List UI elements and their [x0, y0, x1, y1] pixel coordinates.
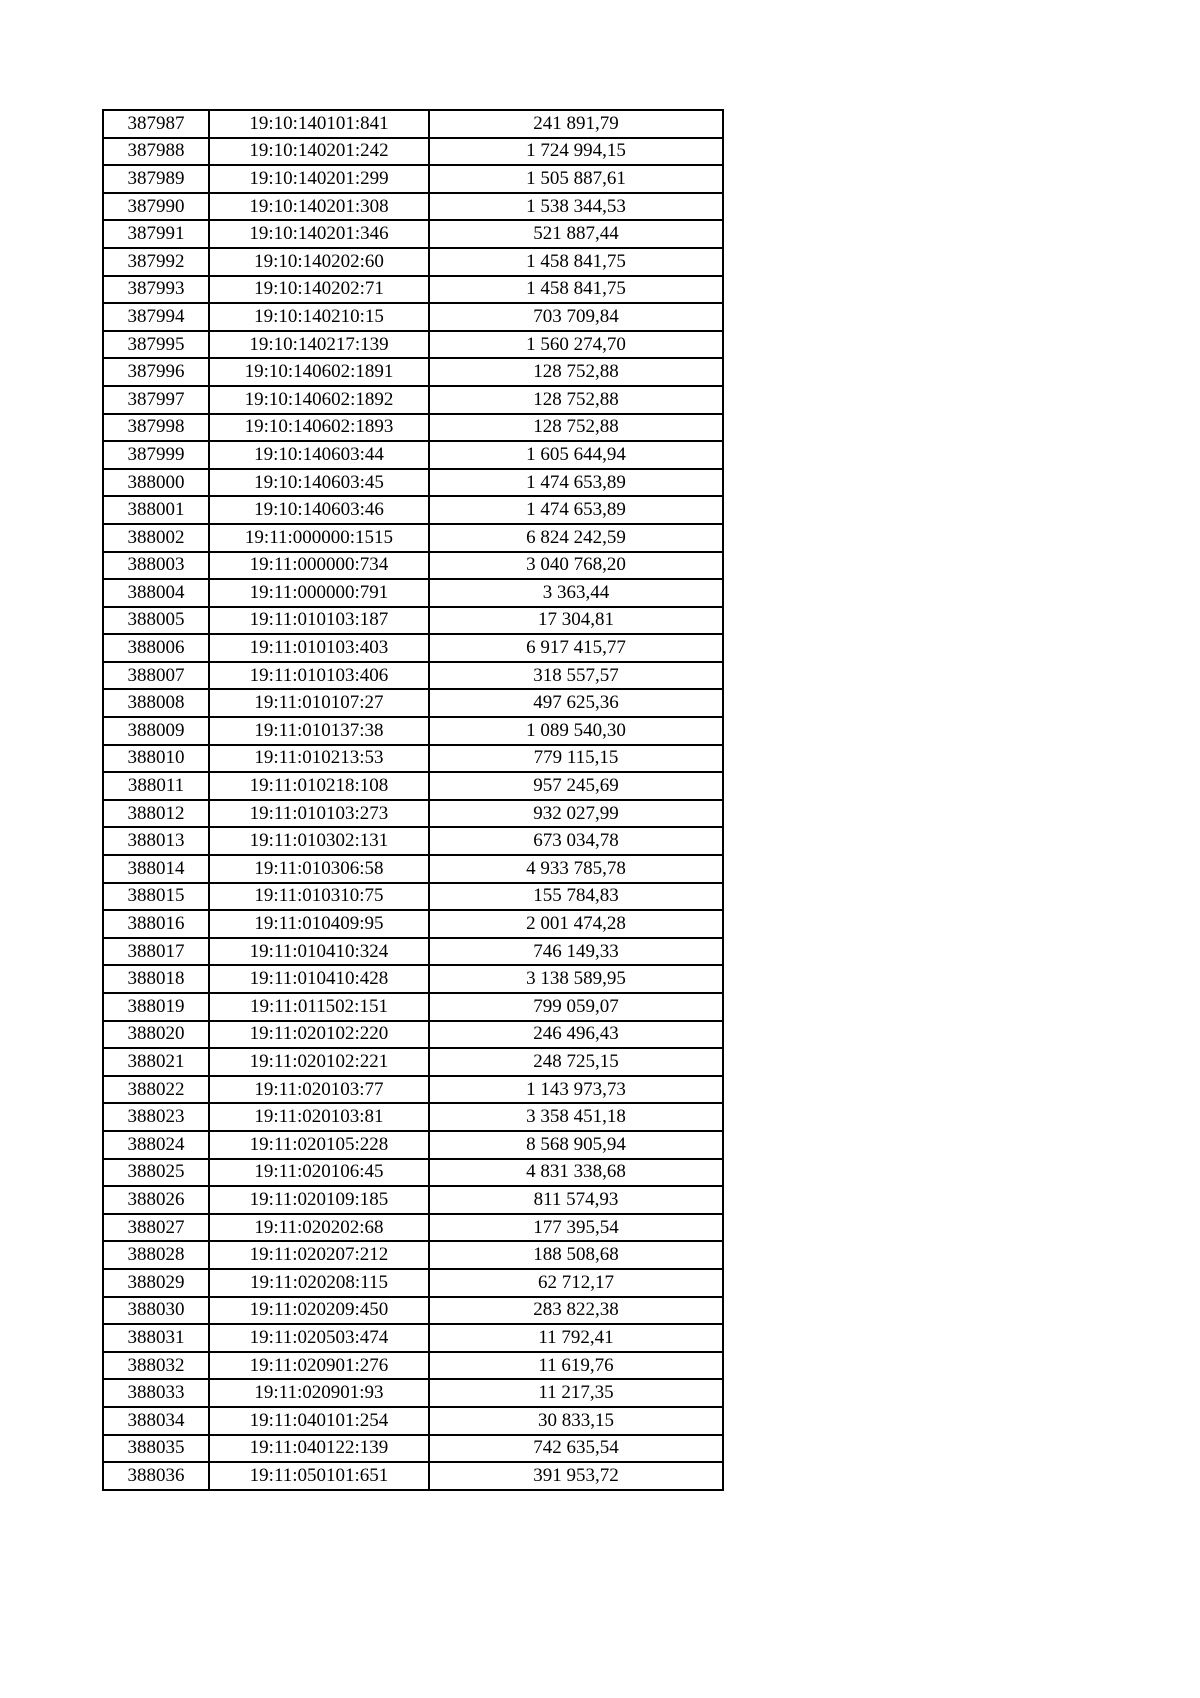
value-cell: 6 824 242,59: [429, 524, 723, 552]
row-number-cell: 388013: [103, 827, 209, 855]
cadastral-number-cell: 19:11:020503:474: [209, 1324, 429, 1352]
cadastral-number-cell: 19:11:020106:45: [209, 1159, 429, 1187]
value-cell: 957 245,69: [429, 772, 723, 800]
value-cell: 497 625,36: [429, 689, 723, 717]
table-row: [103, 441, 723, 469]
row-number-cell: 388014: [103, 855, 209, 883]
table-row: [103, 358, 723, 386]
table-row: [103, 303, 723, 331]
value-cell: 17 304,81: [429, 607, 723, 635]
value-cell: 3 358 451,18: [429, 1103, 723, 1131]
table-row: [103, 1021, 723, 1049]
row-number-cell: 387995: [103, 331, 209, 359]
table-row: [103, 717, 723, 745]
value-cell: 1 458 841,75: [429, 248, 723, 276]
row-number-cell: 387990: [103, 193, 209, 221]
row-number-cell: 388003: [103, 552, 209, 580]
value-cell: 673 034,78: [429, 827, 723, 855]
value-cell: 4 831 338,68: [429, 1159, 723, 1187]
row-number-cell: 388019: [103, 993, 209, 1021]
value-cell: 1 505 887,61: [429, 165, 723, 193]
cadastral-number-cell: 19:10:140603:45: [209, 469, 429, 497]
row-number-cell: 388001: [103, 496, 209, 524]
cadastral-number-cell: 19:11:020109:185: [209, 1186, 429, 1214]
row-number-cell: 388012: [103, 800, 209, 828]
cadastral-number-cell: 19:11:020102:221: [209, 1048, 429, 1076]
table-row: [103, 1103, 723, 1131]
row-number-cell: 388030: [103, 1297, 209, 1325]
row-number-cell: 388034: [103, 1407, 209, 1435]
row-number-cell: 388011: [103, 772, 209, 800]
row-number-cell: 388027: [103, 1214, 209, 1242]
value-cell: 2 001 474,28: [429, 910, 723, 938]
cadastral-number-cell: 19:11:050101:651: [209, 1462, 429, 1490]
row-number-cell: 388024: [103, 1131, 209, 1159]
value-cell: 283 822,38: [429, 1297, 723, 1325]
value-cell: 128 752,88: [429, 358, 723, 386]
table-row: [103, 607, 723, 635]
row-number-cell: 388010: [103, 745, 209, 773]
row-number-cell: 387991: [103, 220, 209, 248]
cadastral-number-cell: 19:10:140201:308: [209, 193, 429, 221]
value-cell: 779 115,15: [429, 745, 723, 773]
row-number-cell: 387998: [103, 414, 209, 442]
cadastral-number-cell: 19:11:010410:324: [209, 938, 429, 966]
cadastral-number-cell: 19:11:020102:220: [209, 1021, 429, 1049]
table-row: [103, 331, 723, 359]
table-row: [103, 1352, 723, 1380]
value-cell: 11 217,35: [429, 1379, 723, 1407]
cadastral-number-cell: 19:10:140201:299: [209, 165, 429, 193]
table-row: [103, 469, 723, 497]
value-cell: 3 363,44: [429, 579, 723, 607]
table-row: [103, 579, 723, 607]
table-row: [103, 1131, 723, 1159]
cadastral-number-cell: 19:10:140201:346: [209, 220, 429, 248]
row-number-cell: 387993: [103, 276, 209, 304]
table-row: [103, 110, 723, 138]
cadastral-number-cell: 19:10:140217:139: [209, 331, 429, 359]
cadastral-number-cell: 19:11:010410:428: [209, 965, 429, 993]
row-number-cell: 388022: [103, 1076, 209, 1104]
table-row: [103, 1241, 723, 1269]
table-row: [103, 1048, 723, 1076]
cadastral-number-cell: 19:11:010302:131: [209, 827, 429, 855]
cadastral-number-cell: 19:10:140602:1892: [209, 386, 429, 414]
cadastral-number-cell: 19:11:010409:95: [209, 910, 429, 938]
value-cell: 799 059,07: [429, 993, 723, 1021]
table-row: [103, 1186, 723, 1214]
table-body: [103, 110, 723, 1490]
cadastral-number-cell: 19:11:020209:450: [209, 1297, 429, 1325]
table-row: [103, 248, 723, 276]
value-cell: 128 752,88: [429, 414, 723, 442]
row-number-cell: 388009: [103, 717, 209, 745]
cadastral-number-cell: 19:11:020103:81: [209, 1103, 429, 1131]
value-cell: 1 458 841,75: [429, 276, 723, 304]
table-row: [103, 662, 723, 690]
value-cell: 1 089 540,30: [429, 717, 723, 745]
value-cell: 6 917 415,77: [429, 634, 723, 662]
cadastral-number-cell: 19:11:040101:254: [209, 1407, 429, 1435]
cadastral-number-cell: 19:11:010306:58: [209, 855, 429, 883]
row-number-cell: 387997: [103, 386, 209, 414]
cadastral-number-cell: 19:11:010103:406: [209, 662, 429, 690]
cadastral-number-cell: 19:10:140202:71: [209, 276, 429, 304]
table-row: [103, 276, 723, 304]
value-cell: 521 887,44: [429, 220, 723, 248]
cadastral-number-cell: 19:11:000000:734: [209, 552, 429, 580]
table-row: [103, 524, 723, 552]
table-row: [103, 965, 723, 993]
row-number-cell: 388026: [103, 1186, 209, 1214]
table-row: [103, 1297, 723, 1325]
row-number-cell: 388004: [103, 579, 209, 607]
value-cell: 703 709,84: [429, 303, 723, 331]
cadastral-number-cell: 19:10:140201:242: [209, 138, 429, 166]
cadastral-number-cell: 19:11:020901:276: [209, 1352, 429, 1380]
row-number-cell: 387992: [103, 248, 209, 276]
row-number-cell: 388029: [103, 1269, 209, 1297]
table-row: [103, 772, 723, 800]
cadastral-number-cell: 19:11:000000:1515: [209, 524, 429, 552]
row-number-cell: 388007: [103, 662, 209, 690]
table-row: [103, 910, 723, 938]
row-number-cell: 388000: [103, 469, 209, 497]
value-cell: 1 143 973,73: [429, 1076, 723, 1104]
row-number-cell: 388021: [103, 1048, 209, 1076]
table-row: [103, 193, 723, 221]
cadastral-number-cell: 19:10:140202:60: [209, 248, 429, 276]
cadastral-number-cell: 19:10:140602:1891: [209, 358, 429, 386]
value-cell: 8 568 905,94: [429, 1131, 723, 1159]
table-row: [103, 634, 723, 662]
value-cell: 1 474 653,89: [429, 496, 723, 524]
row-number-cell: 388005: [103, 607, 209, 635]
cadastral-number-cell: 19:11:010103:273: [209, 800, 429, 828]
table-row: [103, 745, 723, 773]
cadastral-number-cell: 19:10:140602:1893: [209, 414, 429, 442]
row-number-cell: 388006: [103, 634, 209, 662]
row-number-cell: 388017: [103, 938, 209, 966]
table-row: [103, 414, 723, 442]
table-row: [103, 386, 723, 414]
value-cell: 241 891,79: [429, 110, 723, 138]
table-row: [103, 1435, 723, 1463]
value-cell: 742 635,54: [429, 1435, 723, 1463]
cadastral-number-cell: 19:10:140101:841: [209, 110, 429, 138]
table-row: [103, 993, 723, 1021]
cadastral-number-cell: 19:10:140603:46: [209, 496, 429, 524]
row-number-cell: 388025: [103, 1159, 209, 1187]
value-cell: 746 149,33: [429, 938, 723, 966]
value-cell: 932 027,99: [429, 800, 723, 828]
row-number-cell: 388020: [103, 1021, 209, 1049]
cadastral-number-cell: 19:11:020207:212: [209, 1241, 429, 1269]
table-row: [103, 1462, 723, 1490]
table-row: [103, 138, 723, 166]
cadastral-number-cell: 19:11:020208:115: [209, 1269, 429, 1297]
cadastral-number-cell: 19:11:040122:139: [209, 1435, 429, 1463]
table-row: [103, 165, 723, 193]
cadastral-number-cell: 19:11:011502:151: [209, 993, 429, 1021]
cadastral-number-cell: 19:11:020202:68: [209, 1214, 429, 1242]
row-number-cell: 388031: [103, 1324, 209, 1352]
row-number-cell: 388018: [103, 965, 209, 993]
row-number-cell: 388023: [103, 1103, 209, 1131]
table-row: [103, 496, 723, 524]
value-cell: 318 557,57: [429, 662, 723, 690]
cadastral-number-cell: 19:11:010213:53: [209, 745, 429, 773]
value-cell: 30 833,15: [429, 1407, 723, 1435]
value-cell: 248 725,15: [429, 1048, 723, 1076]
row-number-cell: 388015: [103, 883, 209, 911]
cadastral-number-cell: 19:11:020105:228: [209, 1131, 429, 1159]
value-cell: 1 724 994,15: [429, 138, 723, 166]
row-number-cell: 388033: [103, 1379, 209, 1407]
table-row: [103, 1324, 723, 1352]
cadastral-number-cell: 19:11:010218:108: [209, 772, 429, 800]
cadastral-number-cell: 19:11:010103:403: [209, 634, 429, 662]
cadastral-number-cell: 19:10:140603:44: [209, 441, 429, 469]
value-cell: 3 040 768,20: [429, 552, 723, 580]
value-cell: 62 712,17: [429, 1269, 723, 1297]
row-number-cell: 387989: [103, 165, 209, 193]
table-row: [103, 938, 723, 966]
value-cell: 11 619,76: [429, 1352, 723, 1380]
value-cell: 1 605 644,94: [429, 441, 723, 469]
table-row: [103, 1214, 723, 1242]
table-row: [103, 1379, 723, 1407]
cadastral-number-cell: 19:11:000000:791: [209, 579, 429, 607]
table-row: [103, 220, 723, 248]
cadastral-number-cell: 19:10:140210:15: [209, 303, 429, 331]
value-cell: 155 784,83: [429, 883, 723, 911]
cadastral-number-cell: 19:11:010137:38: [209, 717, 429, 745]
row-number-cell: 388036: [103, 1462, 209, 1490]
value-cell: 3 138 589,95: [429, 965, 723, 993]
table-row: [103, 855, 723, 883]
row-number-cell: 388028: [103, 1241, 209, 1269]
value-cell: 1 560 274,70: [429, 331, 723, 359]
table-row: [103, 827, 723, 855]
value-cell: 4 933 785,78: [429, 855, 723, 883]
table-row: [103, 1159, 723, 1187]
cadastral-number-cell: 19:11:020103:77: [209, 1076, 429, 1104]
value-cell: 246 496,43: [429, 1021, 723, 1049]
row-number-cell: 388016: [103, 910, 209, 938]
table-row: [103, 689, 723, 717]
cadastral-number-cell: 19:11:020901:93: [209, 1379, 429, 1407]
cadastral-number-cell: 19:11:010103:187: [209, 607, 429, 635]
row-number-cell: 387987: [103, 110, 209, 138]
table-row: [103, 800, 723, 828]
cadastral-number-cell: 19:11:010107:27: [209, 689, 429, 717]
row-number-cell: 387988: [103, 138, 209, 166]
table-row: [103, 552, 723, 580]
row-number-cell: 387999: [103, 441, 209, 469]
row-number-cell: 388008: [103, 689, 209, 717]
value-cell: 188 508,68: [429, 1241, 723, 1269]
row-number-cell: 388035: [103, 1435, 209, 1463]
table-row: [103, 1269, 723, 1297]
value-cell: 128 752,88: [429, 386, 723, 414]
value-cell: 391 953,72: [429, 1462, 723, 1490]
value-cell: 1 538 344,53: [429, 193, 723, 221]
value-cell: 177 395,54: [429, 1214, 723, 1242]
table-row: [103, 1076, 723, 1104]
cadastral-number-cell: 19:11:010310:75: [209, 883, 429, 911]
value-cell: 1 474 653,89: [429, 469, 723, 497]
row-number-cell: 387994: [103, 303, 209, 331]
row-number-cell: 388032: [103, 1352, 209, 1380]
value-cell: 811 574,93: [429, 1186, 723, 1214]
table-row: [103, 883, 723, 911]
table-row: [103, 1407, 723, 1435]
row-number-cell: 388002: [103, 524, 209, 552]
data-table: [102, 109, 724, 1491]
value-cell: 11 792,41: [429, 1324, 723, 1352]
row-number-cell: 387996: [103, 358, 209, 386]
